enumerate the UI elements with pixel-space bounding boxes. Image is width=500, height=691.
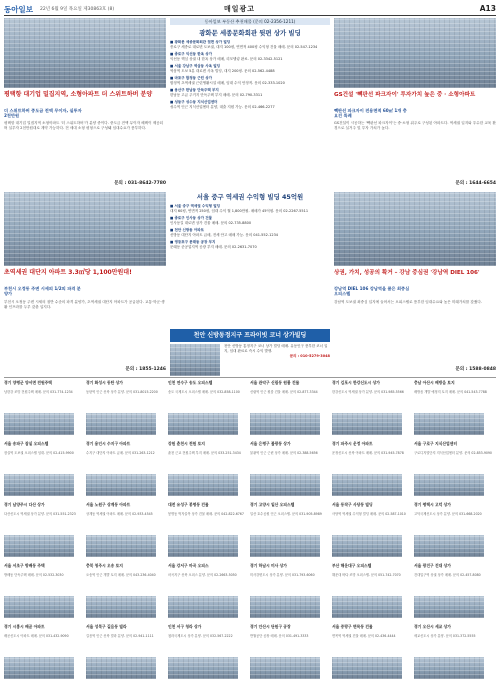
middle-listings-2 — [170, 204, 330, 326]
listing-title: 서울 노원구 상계동 아파트 — [86, 502, 131, 507]
middle-listing-item — [170, 228, 330, 238]
ad-phone: 문의 : 031-8642-7780 — [114, 181, 166, 186]
listing-body: 길음역 인근 신축 빌라 분양. 문의 02-941-1111 — [86, 634, 154, 638]
page-number: A13 — [479, 4, 496, 13]
middle-listing-item — [170, 100, 330, 110]
listing-cell — [168, 380, 250, 438]
listing-cell — [4, 563, 86, 621]
listing-cell — [332, 441, 414, 499]
listing-image — [86, 596, 156, 618]
listing-cell — [414, 380, 496, 438]
listing-title: 강원 춘천시 전원 토지 — [168, 441, 205, 446]
listing-image — [4, 535, 74, 557]
ad-phone: 문의 : 1855-1246 — [125, 367, 166, 372]
listing-cell — [332, 563, 414, 621]
listing-title: 경기 고양시 일산 오피스텔 — [250, 502, 295, 507]
ad-left-top — [4, 18, 166, 188]
listing-body: 운정신도시 신축 아파트 매매. 문의 031-945-7878 — [332, 451, 404, 455]
listing-text: 합정역 초역세권 근린생활시설 매매, 임대 수익 안정적. 문의 02-333-1020 — [170, 81, 285, 85]
listing-title: 서울 동작구 사당동 빌딩 — [332, 502, 373, 507]
listing-cell — [250, 502, 332, 560]
listing-title: 서울 광진구 건대 상가 — [414, 563, 451, 568]
ad-phone: 문의 : 1588-0848 — [455, 367, 496, 372]
listing-image — [4, 474, 74, 496]
band-body — [224, 344, 330, 376]
listing-title: 경기 파주시 운정 아파트 — [332, 441, 373, 446]
listing-body: 송도 국제도시 오피스텔 매매. 문의 032-858-1100 — [168, 390, 240, 394]
listing-body: 세교신도시 상가 분양. 문의 031-372-5555 — [414, 634, 476, 638]
listing-body: 건대입구역 상권 상가 매매. 문의 02-457-8080 — [414, 573, 481, 577]
band-phone: 문의 : 010-5279-3048 — [289, 354, 330, 358]
listing-body: 사당역 역세권 수익형 빌딩 매매. 문의 02-587-1010 — [332, 512, 406, 516]
listing-body: 오송역 인근 개발 토지 매매. 문의 043-236-4040 — [86, 573, 156, 577]
listing-title: 경기 평택시 고덕 상가 — [414, 502, 451, 507]
listing-body: 미사강변도시 상가 분양. 문의 031-793-6060 — [250, 573, 315, 577]
listing-text: 신방동 대단지 아파트 급매, 전세 안고 매매 가능. 문의 041-552-1234 — [170, 233, 279, 237]
listing-text: 성수역 인근 지식산업센터 분양, 대출 지원 가능. 문의 02-466-2277 — [170, 105, 275, 109]
listing-body: 수지구 대단지 아파트 급매. 문의 031-263-1212 — [86, 451, 155, 455]
ad-image — [334, 18, 496, 88]
listing-heading: ■ 천안 신방동 아파트 — [170, 228, 205, 232]
listing-cell — [86, 441, 168, 499]
listing-title: 충남 아산시 배방읍 토지 — [414, 380, 455, 385]
listing-title: 경기 남양주시 다산 상가 — [4, 502, 45, 507]
listing-text: 대지 60평, 연면적 250평, 임대 수익 월 1,800만원. 매매가 45억원. 문의 02-2267-5511 — [170, 209, 309, 213]
listing-title: 경기 양평군 양서면 전원주택 — [4, 380, 52, 385]
middle-listing-item — [170, 52, 330, 62]
listing-heading: ■ 종로구 인사동 상가 건물 — [170, 216, 212, 220]
ad-title: GS건설 '빽판선 파크자이' 투자가치 높은 중 · 소형아파트 — [334, 92, 476, 98]
listing-cell — [250, 563, 332, 621]
middle-listing-item — [170, 76, 330, 86]
listing-title: 서울 송파구 잠실 오피스텔 — [4, 441, 49, 446]
listing-image — [168, 474, 238, 496]
listing-body: 방배동 단독주택 매매. 문의 02-532-3030 — [4, 573, 64, 577]
listing-cell — [168, 441, 250, 499]
listing-body: 고덕국제신도시 상가 분양. 문의 031-668-2020 — [414, 512, 482, 516]
listing-title: 서울 서초구 방배동 주택 — [4, 563, 45, 568]
listing-title: 경기 시흥시 배곧 아파트 — [4, 624, 45, 629]
listing-body: 남한강 조망 전원주택 매매. 문의 031-774-1234 — [4, 390, 73, 394]
listing-grid — [4, 380, 496, 686]
listing-image — [86, 535, 156, 557]
listing-text: 인사동길 대로변 상가 건물 매매. 문의 02-735-8800 — [170, 221, 252, 225]
middle-listing-item — [170, 204, 330, 214]
listing-body: 신림역 인근 원룸 건물 매매. 문의 02-877-3344 — [250, 390, 318, 394]
listing-image — [4, 596, 74, 618]
ad-title: 초역세권 대단지 아파트 3.3㎡당 1,100만원대! — [4, 269, 132, 276]
ad-body: 강남역 도보권 최중심 입지에 들어서는 오피스텔로 풍부한 임대수요와 높은 미래가치를 갖췄다. — [334, 300, 482, 304]
listing-image — [332, 535, 402, 557]
newspaper-logo: 동아일보 — [4, 5, 33, 14]
listing-cell — [4, 380, 86, 438]
ad-image — [4, 18, 166, 88]
listing-body: 봉명동 먹자골목 상가 건물 매매. 문의 042-822-6767 — [168, 512, 244, 516]
listing-image — [332, 657, 402, 679]
listing-body: 면목역 역세권 건물 매매. 문의 02-436-4444 — [332, 634, 396, 638]
middle-header-1: 광화문 세종문화회관 뒷편 상가 빌딩 — [199, 29, 301, 37]
listing-body: 춘천 근교 전원주택 부지 매매. 문의 033-251-3434 — [168, 451, 241, 455]
ad-title: 평택항 대기업 밀집지역, 소형아파트 더 스위트하버 분양 — [4, 91, 153, 98]
listing-image — [250, 596, 320, 618]
listing-image — [168, 535, 238, 557]
listing-cell — [414, 441, 496, 499]
listing-image — [86, 474, 156, 496]
listing-cell — [4, 441, 86, 499]
listing-title: 서울 성북구 길음동 빌라 — [86, 624, 127, 629]
listing-body: 한강신도시 역세권 상가 분양. 문의 031-985-5566 — [332, 390, 404, 394]
listing-cell — [332, 624, 414, 682]
listing-heading: ■ 종로구 익선동 한옥 상가 — [170, 52, 212, 56]
listing-image — [250, 413, 320, 435]
ad-body: 부천시 오정동 주변 시세의 절반 수준의 파격 분양가, 초역세권 대단지 아파트가 공급된다. 교통·학군·생활 인프라를 두루 갖춘 입지다. — [4, 300, 165, 310]
listing-image — [86, 413, 156, 435]
listing-title: 경기 오산시 세교 상가 — [414, 624, 451, 629]
listing-heading: ■ 서울 중구 역세권 수익형 빌딩 — [170, 204, 220, 208]
listing-cell — [414, 502, 496, 560]
listing-cell — [250, 624, 332, 682]
corner-building-band: 천안 신방동정지구 프라이빗 코너 상가빌딩 — [170, 329, 330, 342]
listing-title: 서울 중랑구 면목동 건물 — [332, 624, 373, 629]
listing-title: 충북 청주시 오송 토지 — [86, 563, 123, 568]
section-title: 매일광고 — [224, 5, 256, 13]
listing-body: 동탄역 인근 신축 상가 분양. 문의 031-8015-2200 — [86, 390, 158, 394]
listing-image — [414, 657, 484, 679]
middle-listing-item — [170, 64, 330, 74]
band-body-text: 천안 신방동 통정지구 코너 상가 빌딩 매매. 유동인구 풍부한 코너 입지, 임대 완료로 즉시 수익 발생. — [224, 344, 328, 353]
issue-date: 22년 6월 9일 목요일 제30863호 (8) — [40, 7, 115, 12]
listing-body: 반월공단 공장 매매. 문의 031-491-3333 — [250, 634, 309, 638]
listing-title: 경기 화성시 동탄 상가 — [86, 380, 123, 385]
listing-cell — [86, 563, 168, 621]
listing-cell — [168, 502, 250, 560]
ad-subtitle: 강남역 DIEL 106 강남역을 품은 최중심 오피스텔 — [334, 286, 410, 297]
listing-title: 인천 연수구 송도 오피스텔 — [168, 380, 213, 385]
recommendation-banner: 동아일보 부동산 추천매물 (문의 02-2356-1211) — [170, 18, 330, 25]
listing-image — [4, 657, 74, 679]
listing-title: 서울 강서구 마곡 오피스 — [168, 563, 209, 568]
listing-image — [332, 413, 402, 435]
ad-body: GS건설이 시공하는 '빽판선 파크자이'는 중·소형 위주로 구성된 아파트다. 역세권 입지와 우수한 교육 환경으로 실거주 및 투자 가치가 높다. — [334, 121, 496, 131]
ad-subtitle: 빽판선 파크자이 전용면적 60㎡ 1개 층 요건 특례 — [334, 108, 407, 119]
middle-header-2: 서울 중구 역세권 수익형 빌딩 45억원 — [196, 193, 304, 201]
listing-cell — [4, 502, 86, 560]
listing-text: 역삼역 도보 5분 대로변 사옥 빌딩, 대지 200평. 문의 02-562-4488 — [170, 69, 275, 73]
listing-cell — [4, 624, 86, 682]
listing-heading: ■ 성동구 성수동 지식산업센터 — [170, 100, 218, 104]
listing-image — [250, 474, 320, 496]
listing-body: 배곧신도시 아파트 매매. 문의 031-432-9090 — [4, 634, 69, 638]
ad-image — [4, 192, 166, 266]
listing-image — [168, 596, 238, 618]
listing-cell — [86, 502, 168, 560]
ad-right-top — [334, 18, 496, 188]
middle-listing-item — [170, 88, 330, 98]
listing-heading: ■ 용산구 한남동 단독주택 부지 — [170, 88, 219, 92]
listing-heading: ■ 마포구 합정동 근린 상가 — [170, 76, 212, 80]
listing-cell — [86, 624, 168, 682]
listing-title: 서울 은평구 불광동 상가 — [250, 441, 291, 446]
listing-image — [250, 657, 320, 679]
listing-heading: ■ 광화문 세종문화회관 뒷편 상가 빌딩 — [170, 40, 231, 44]
listing-cell — [250, 441, 332, 499]
listing-image — [250, 535, 320, 557]
divider — [4, 377, 496, 378]
listing-image — [4, 413, 74, 435]
ad-subtitle: 더 스위트하버 중도금 전액 무이자, 실투자 2천만원 — [4, 108, 82, 119]
listing-body: 해운대 바다 조망 오피스텔. 문의 051-742-7070 — [332, 573, 401, 577]
listing-text: 문래동 준공업지역 공장 부지 매매. 문의 02-2631-7070 — [170, 245, 257, 249]
listing-title: 서울 구로구 지식산업센터 — [414, 441, 457, 446]
listing-image — [414, 535, 484, 557]
listing-cell — [414, 563, 496, 621]
ad-left-bottom — [4, 192, 166, 374]
page-header — [4, 4, 496, 16]
listing-image — [332, 474, 402, 496]
listing-text: 한남동 고급 주거지 단독주택 부지 매매. 문의 02-790-3311 — [170, 93, 263, 97]
middle-listings-1 — [170, 40, 330, 190]
listing-cell — [332, 502, 414, 560]
middle-listing-item — [170, 216, 330, 226]
listing-body: 청라국제도시 상가 분양. 문의 032-567-2222 — [168, 634, 233, 638]
listing-image — [168, 413, 238, 435]
listing-cell — [250, 380, 332, 438]
listing-body: 일산 호수공원 인근 오피스텔. 문의 031-905-8989 — [250, 512, 322, 516]
listing-title: 경기 용인시 수지구 아파트 — [86, 441, 131, 446]
listing-heading: ■ 서울 강남구 역삼동 사옥 빌딩 — [170, 64, 220, 68]
ad-body: 평택항 대기업 밀집지역 소형아파트 '더 스위트하버'가 분양 중이다. 중도금 전액 무이자 혜택이 제공되며 실투자 2천만원대로 계약 가능하다. 전 세대 소형 평형으로 구성돼 임대수요가 풍부하다. — [4, 121, 164, 131]
listing-body: 구로디지털단지 지식산업센터 분양. 문의 02-853-9090 — [414, 451, 492, 455]
listing-cell — [86, 380, 168, 438]
middle-listing-item — [170, 40, 330, 50]
band-image — [170, 344, 220, 376]
ad-image — [334, 192, 496, 266]
ad-phone: 문의 : 1644-6654 — [455, 181, 496, 186]
listing-title: 서울 관악구 신림동 원룸 건물 — [250, 380, 300, 385]
listing-image — [414, 413, 484, 435]
listing-body: 마곡지구 신축 오피스 분양. 문의 02-2663-5050 — [168, 573, 237, 577]
listing-title: 경기 김포시 한강신도시 상가 — [332, 380, 380, 385]
listing-body: 불광역 인근 근린 상가 매매. 문의 02-388-5656 — [250, 451, 318, 455]
listing-image — [414, 596, 484, 618]
listing-title: 경기 하남시 미사 상가 — [250, 563, 287, 568]
middle-listing-item — [170, 240, 330, 250]
ad-subtitle: 부천시 오정동 주변 시세의 1/2의 파격 분양가 — [4, 286, 81, 297]
listing-title: 인천 서구 청라 상가 — [168, 624, 202, 629]
listing-body: 배방읍 개발 예정지 토지 매매. 문의 041-543-7788 — [414, 390, 487, 394]
ad-right-bottom — [334, 192, 496, 374]
listing-image — [168, 657, 238, 679]
listing-cell — [332, 380, 414, 438]
listing-text: 종로구 세종로 대로변 도보권, 대지 100평, 연면적 400평 수익형 건물 매매. 문의 02-547-1234 — [170, 45, 318, 49]
listing-title: 대전 유성구 봉명동 건물 — [168, 502, 209, 507]
listing-heading: ■ 영등포구 문래동 공장 부지 — [170, 240, 216, 244]
listing-title: 부산 해운대구 오피스텔 — [332, 563, 372, 568]
listing-cell — [168, 563, 250, 621]
listing-image — [86, 657, 156, 679]
listing-image — [332, 596, 402, 618]
listing-text: 익선동 핵심 상권 내 한옥 상가 매매, 리모델링 완료. 문의 02-3342-5121 — [170, 57, 283, 61]
ad-title: 상권, 가치, 성공의 확거 – 강남 중심권 '강남역 DIEL 106' — [334, 270, 480, 276]
listing-body: 잠실역 도보권 오피스텔 임대. 문의 02-415-9900 — [4, 451, 74, 455]
listing-body: 상계동 역세권 아파트 매매. 문의 02-933-4545 — [86, 512, 153, 516]
listing-cell — [168, 624, 250, 682]
listing-cell — [414, 624, 496, 682]
listing-image — [414, 474, 484, 496]
listing-title: 경기 안산시 단원구 공장 — [250, 624, 291, 629]
listing-body: 다산신도시 역세권 상가 분양. 문의 031-551-2323 — [4, 512, 76, 516]
